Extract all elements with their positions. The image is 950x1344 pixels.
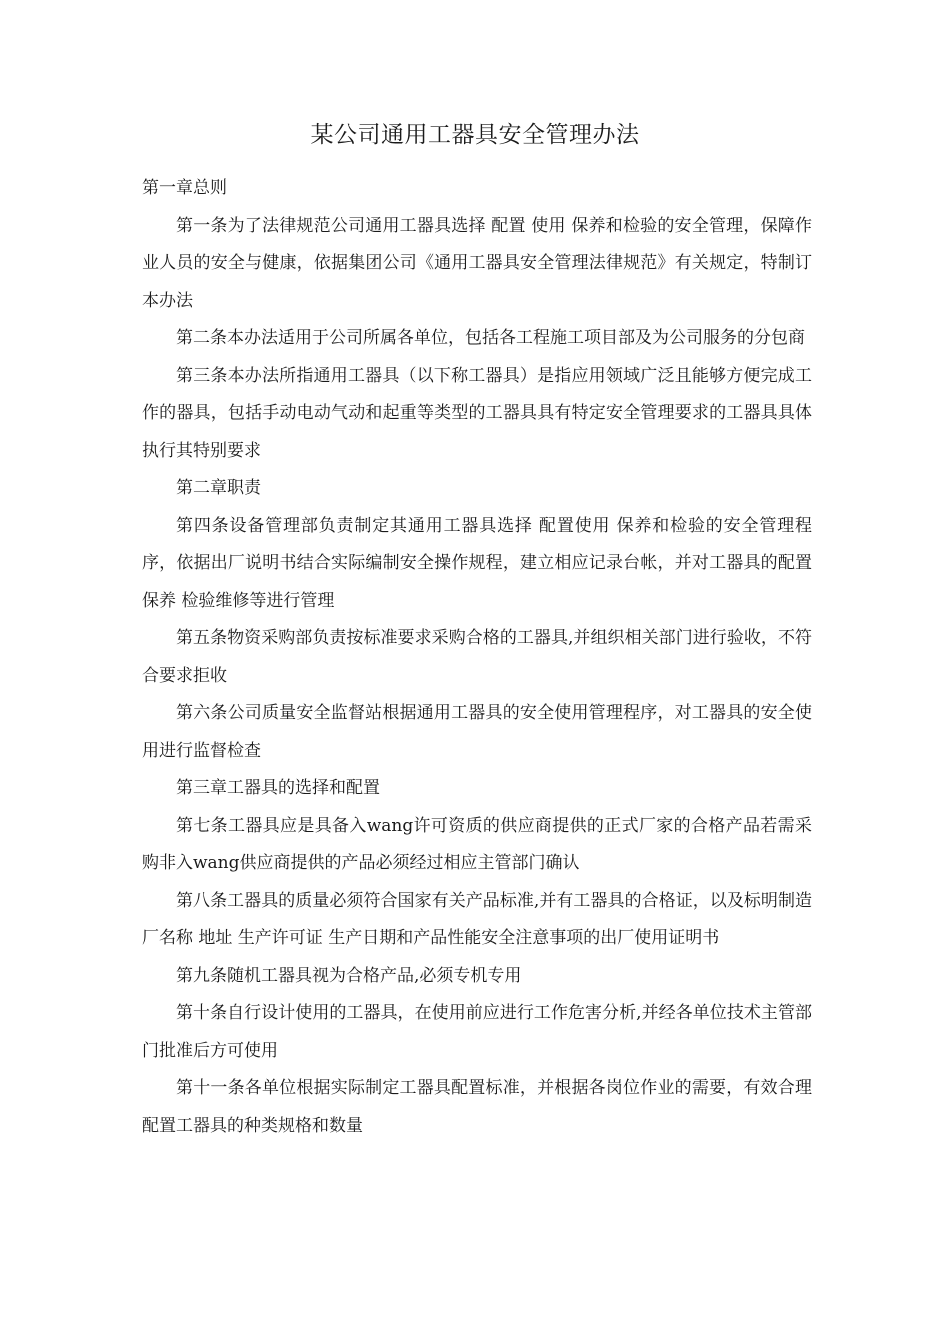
- article-paragraph: 第十一条各单位根据实际制定工器具配置标准，并根据各岗位作业的需要，有效合理配置工器具的种类规格和数量: [142, 1078, 812, 1136]
- article-paragraph: 第六条公司质量安全监督站根据通用工器具的安全使用管理程序，对工器具的安全使用进行监督检查: [142, 703, 812, 761]
- chapter-heading: 第一章总则: [142, 178, 227, 198]
- article-paragraph: 第四条设备管理部负责制定其通用工器具选择 配置使用 保养和检验的安全管理程序，依据出厂说明书结合实际编制安全操作规程，建立相应记录台帐，并对工器具的配置保养 检验维修等进行管理: [142, 515, 812, 611]
- document-body: [142, 170, 812, 1145]
- article-paragraph: 第三条本办法所指通用工器具（以下称工器具）是指应用领域广泛且能够方便完成工作的器具，包括手动电动气动和起重等类型的工器具具有特定安全管理要求的工器具具体执行其特别要求: [142, 365, 812, 461]
- document-title: 某公司通用工器具安全管理办法: [310, 122, 640, 148]
- article-paragraph: 第七条工器具应是具备入wang许可资质的供应商提供的正式厂家的合格产品若需采购非入wang供应商提供的产品必须经过相应主管部门确认: [142, 815, 812, 873]
- article-paragraph: 第一条为了法律规范公司通用工器具选择 配置 使用 保养和检验的安全管理，保障作业人员的安全与健康，依据集团公司《通用工器具安全管理法律规范》有关规定，特制订本办法: [142, 215, 812, 311]
- article-paragraph: 第十条自行设计使用的工器具，在使用前应进行工作危害分析,并经各单位技术主管部门批准后方可使用: [142, 1003, 812, 1061]
- chapter-heading: 第二章职责: [176, 478, 261, 498]
- article-paragraph: 第八条工器具的质量必须符合国家有关产品标准,并有工器具的合格证，以及标明制造厂名称 地址 生产许可证 生产日期和产品性能安全注意事项的出厂使用证明书: [142, 890, 812, 948]
- article-paragraph: 第二条本办法适用于公司所属各单位，包括各工程施工项目部及为公司服务的分包商: [176, 328, 805, 348]
- chapter-heading: 第三章工器具的选择和配置: [176, 778, 380, 798]
- article-paragraph: 第五条物资采购部负责按标准要求采购合格的工器具,并组织相关部门进行验收，不符合要求拒收: [142, 628, 812, 686]
- article-paragraph: 第九条随机工器具视为合格产品,必须专机专用: [176, 965, 522, 986]
